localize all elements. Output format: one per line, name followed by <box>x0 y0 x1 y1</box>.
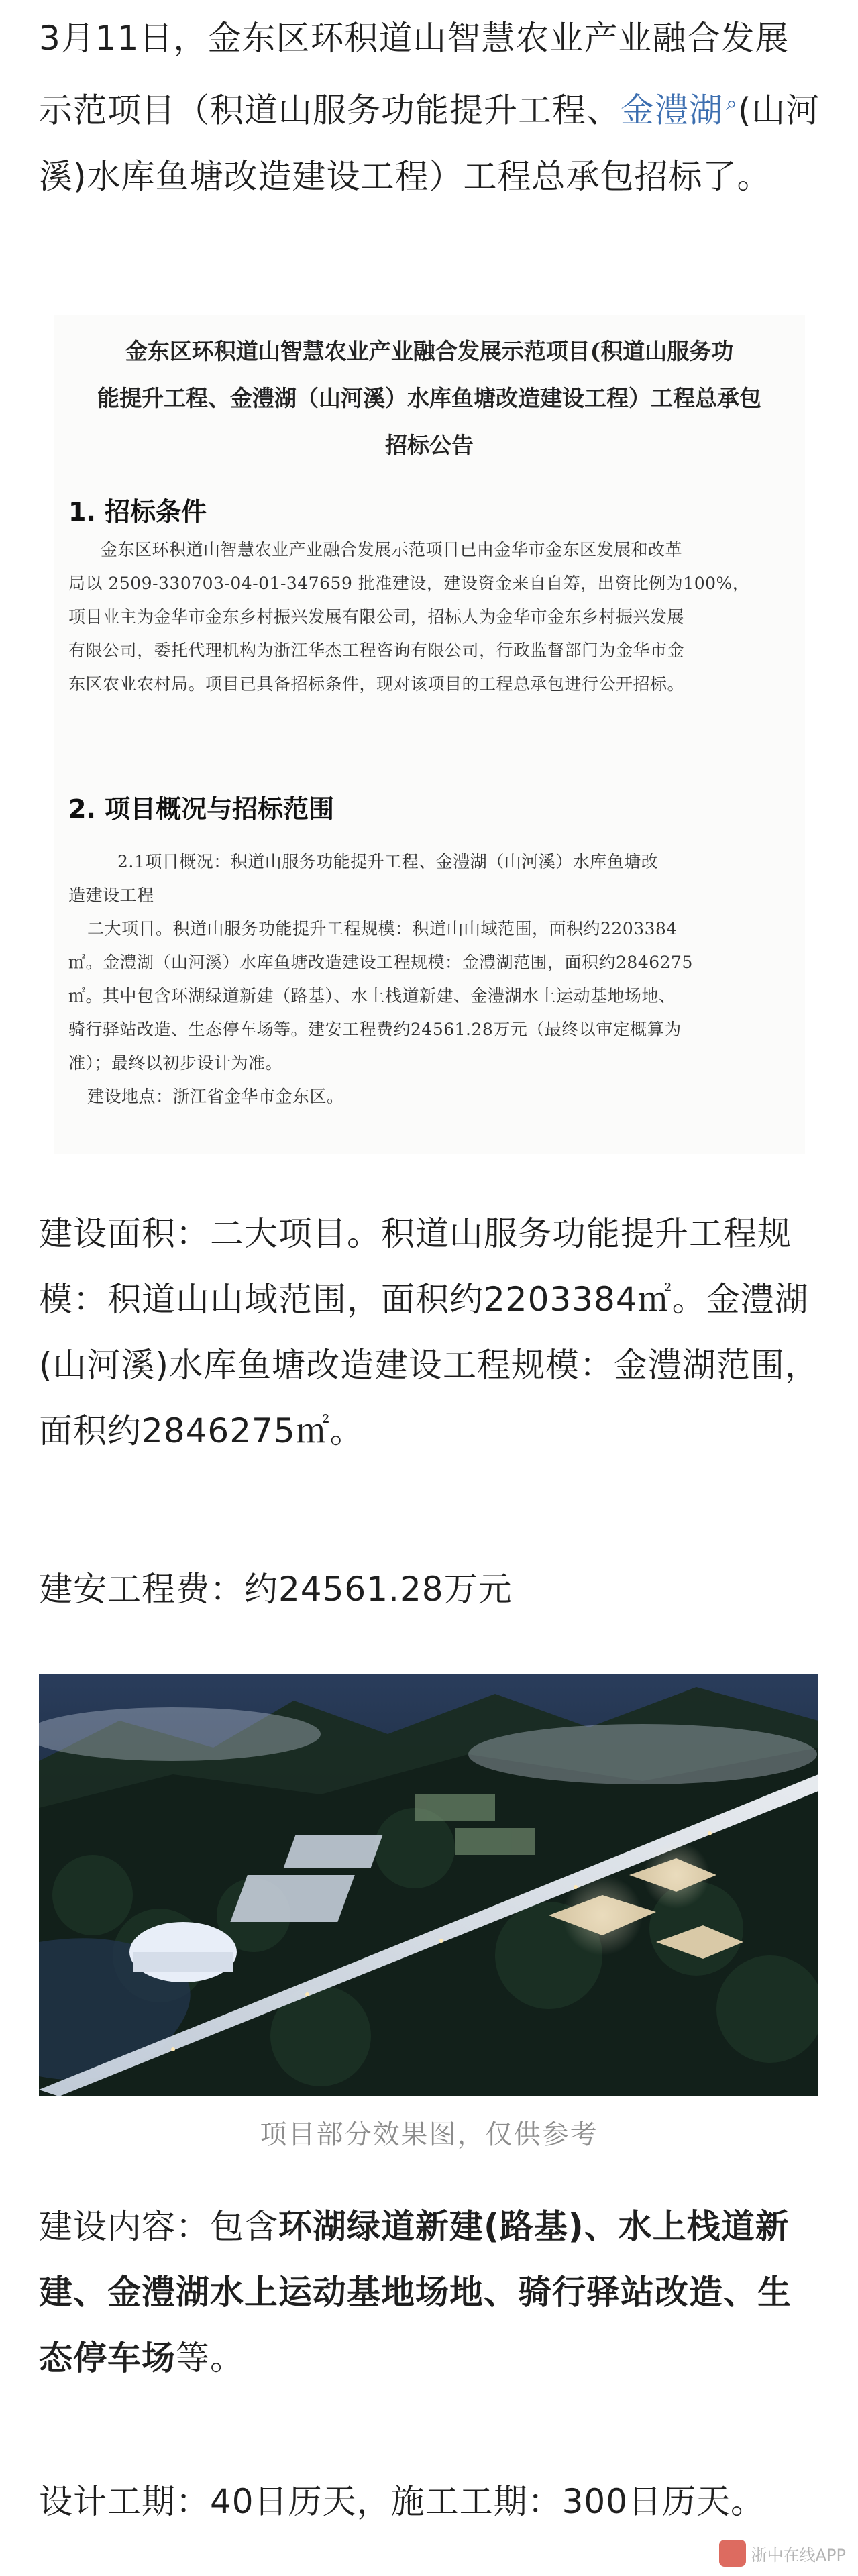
notice-line: 准）；最终以初步设计为准。 <box>68 1053 283 1073</box>
notice-line: 局以 2509-330703-04-01-347659 批准建设，建设资金来自自筹，出资比例为100%， <box>68 574 750 593</box>
area-paragraph: 建设面积：二大项目。积道山服务功能提升工程规模：积道山山域范围，面积约2203384㎡。金澧湖(山河溪)水库鱼塘改造建设工程规模：金澧湖范围，面积约2846275㎡。 <box>39 1214 820 1450</box>
search-link[interactable]: 金澧湖 <box>621 91 723 130</box>
photo-caption: 项目部分效果图，仅供参考 <box>260 2119 598 2150</box>
notice-line: 二大项目。积道山服务功能提升工程规模：积道山山域范围，面积约2203384 <box>87 919 678 938</box>
notice-line: 项目业主为金华市金东乡村振兴发展有限公司，招标人为金华市金东乡村振兴发展 <box>68 607 685 627</box>
cost-paragraph: 建安工程费：约24561.28万元 <box>39 1570 513 1609</box>
section-heading: 2. 项目概况与招标范围 <box>68 794 335 824</box>
project-rendering-image <box>39 1674 818 2096</box>
notice-line: 东区农业农村局。项目已具备招标条件，现对该项目的工程总承包进行公开招标。 <box>68 674 685 694</box>
notice-title-line: 能提升工程、金澧湖（山河溪）水库鱼塘改造建设工程）工程总承包 <box>97 385 761 411</box>
notice-line: 金东区环积道山智慧农业产业融合发展示范项目已由金华市金东区发展和改革 <box>101 540 683 559</box>
night-aerial-rendering <box>39 1674 818 2096</box>
notice-line: 2.1项目概况：积道山服务功能提升工程、金澧湖（山河溪）水库鱼塘改 <box>117 852 659 871</box>
notice-line: 骑行驿站改造、生态停车场等。建安工程费约24561.28万元（最终以审定概算为 <box>68 1020 682 1039</box>
watermark-text: 浙中在线APP <box>751 2545 846 2565</box>
notice-line: 建设地点：浙江省金华市金东区。 <box>87 1087 344 1106</box>
notice-title-line: 金东区环积道山智慧农业产业融合发展示范项目(积道山服务功 <box>125 338 734 364</box>
notice-title-line: 招标公告 <box>385 432 474 458</box>
notice-line: 有限公司，委托代理机构为浙江华杰工程咨询有限公司，行政监督部门为金华市金 <box>68 641 685 660</box>
tender-notice-image <box>54 315 805 1154</box>
notice-line: ㎡。其中包含环湖绿道新建（路基）、水上栈道新建、金澧湖水上运动基地场地、 <box>68 986 676 1006</box>
app-logo-icon <box>719 2540 746 2567</box>
period-paragraph: 设计工期：40日历天，施工工期：300日历天。 <box>39 2482 765 2521</box>
search-icon[interactable]: ⌕ <box>726 92 738 115</box>
notice-line: ㎡。金澧湖（山河溪）水库鱼塘改造建设工程规模：金澧湖范围，面积约2846275 <box>68 953 693 972</box>
notice-line: 造建设工程 <box>68 885 154 905</box>
intro-paragraph: 3月11日，金东区环积道山智慧农业产业融合发展示范项目（积道山服务功能提升工程、金澧湖 ⌕(山河溪)水库鱼塘改造建设工程）工程总承包招标了。 <box>39 19 820 196</box>
section-heading: 1. 招标条件 <box>68 497 207 527</box>
content-paragraph: 建设内容：包含环湖绿道新建(路基)、水上栈道新建、金澧湖水上运动基地场地、骑行驿站改造、生态停车场等。 <box>39 2207 792 2377</box>
app-watermark <box>719 2540 846 2567</box>
